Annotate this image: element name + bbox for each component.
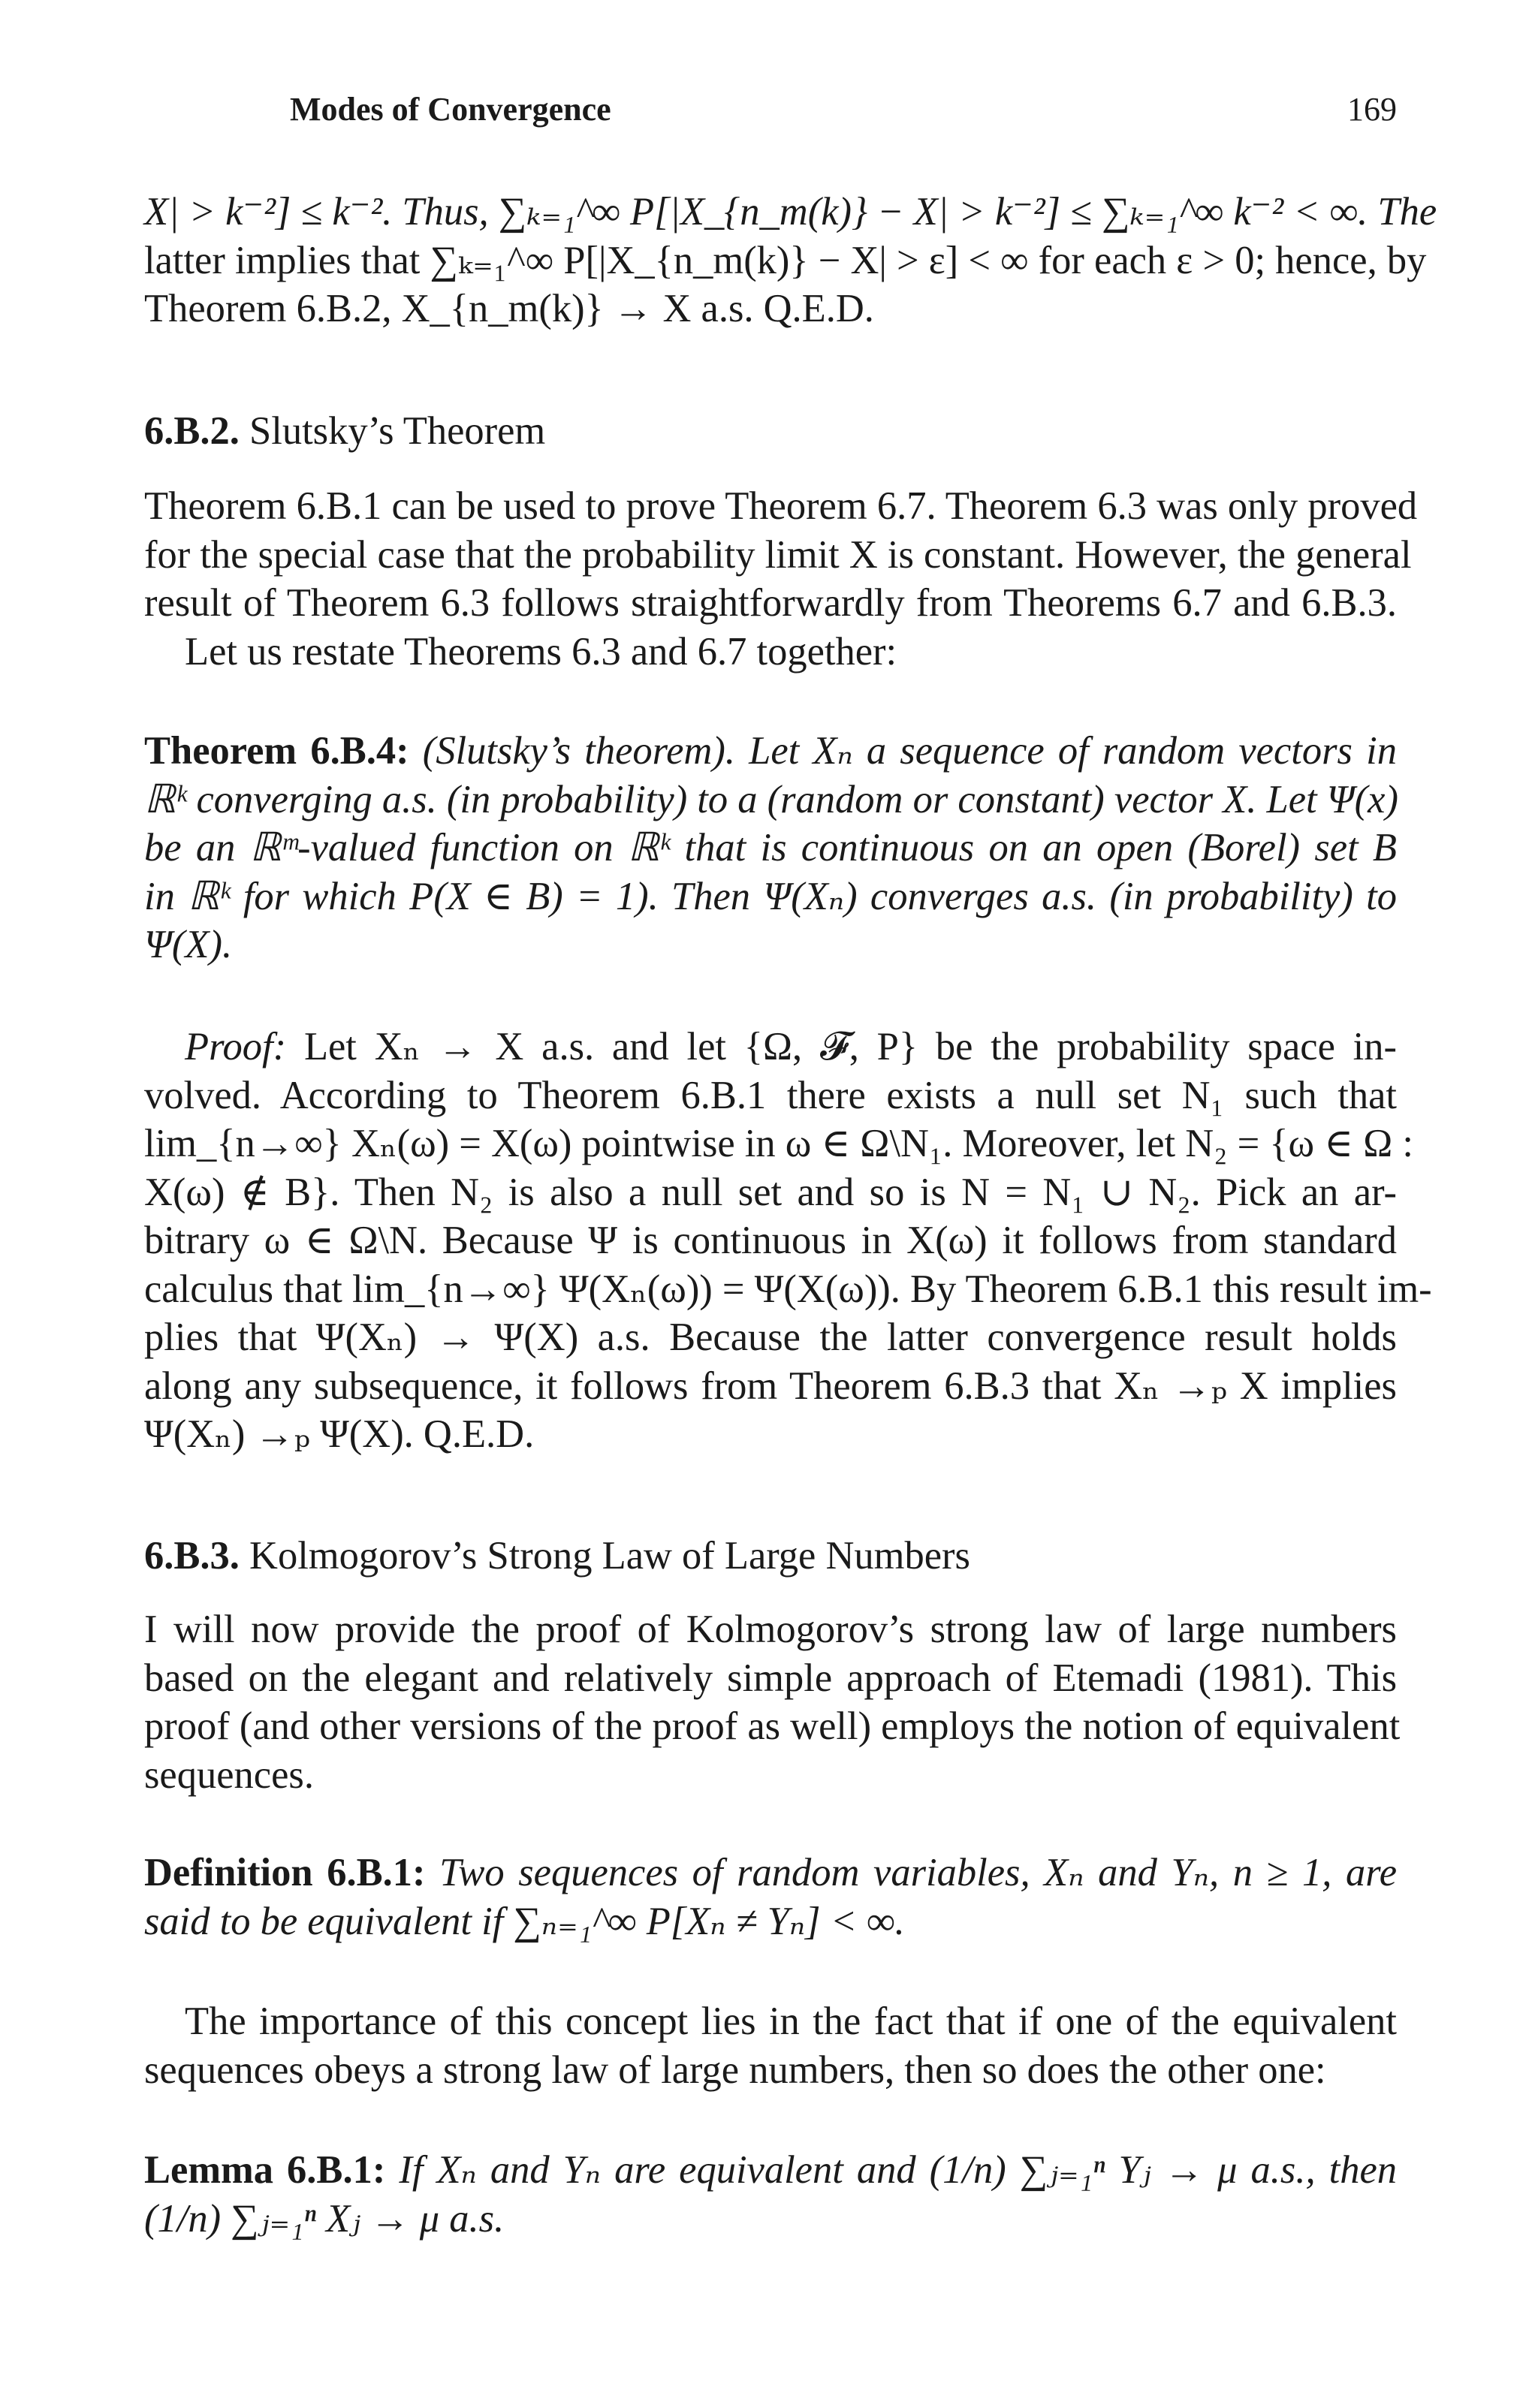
text-line: sequences. xyxy=(144,1753,314,1797)
text-line: (Slutsky’s theorem). Let Xₙ a sequence of random vectors in xyxy=(422,729,1397,773)
text-line: be an ℝᵐ-valued function on ℝᵏ that is continuous on an open (Borel) set B xyxy=(144,826,1397,869)
running-head-title: Modes of Convergence xyxy=(290,91,611,128)
section-title: Kolmogorov’s Strong Law of Large Numbers xyxy=(249,1534,970,1578)
text-line: The importance of this concept lies in the fact that if one of the equivalent xyxy=(185,2000,1397,2043)
text-line: in ℝᵏ for which P(X ∈ B) = 1). Then Ψ(Xₙ) converges a.s. (in probability) to xyxy=(144,874,1397,918)
text-line: Let us restate Theorems 6.3 and 6.7 together: xyxy=(185,629,897,674)
section-number: 6.B.2. xyxy=(144,409,240,453)
theorem-label: Theorem 6.B.4: xyxy=(144,729,409,773)
section-heading-6b2 xyxy=(144,407,1397,456)
text-line: based on the elegant and relatively simple approach of Etemadi (1981). This xyxy=(144,1656,1397,1700)
text-line: Let Xₙ → X a.s. and let {Ω, 𝓕, P} be the probability space in- xyxy=(303,1025,1398,1068)
text-line: ℝᵏ converging a.s. (in probability) to a (random or constant) vector X. Let Ψ(x) xyxy=(144,777,1398,821)
text-line: (1/n) ∑ⱼ₌₁ⁿ Xⱼ → μ a.s. xyxy=(144,2196,505,2241)
paragraph-kolmogorov-intro xyxy=(144,1605,1401,1799)
page-number: 169 xyxy=(1347,91,1397,128)
text-line: X(ω) ∉ B}. Then N₂ is also a null set and so is N = N₁ ∪ N₂. Pick an ar- xyxy=(144,1170,1397,1214)
text-line: latter implies that ∑ₖ₌₁^∞ P[|X_{n_m(k)} − X| > ε] < ∞ for each ε > 0; hence, by xyxy=(144,238,1427,282)
theorem-6b4 xyxy=(144,727,1397,969)
text-line: Theorem 6.B.2, X_{n_m(k)} → X a.s. Q.E.D. xyxy=(144,287,874,330)
section-number: 6.B.3. xyxy=(144,1534,240,1578)
running-head xyxy=(290,84,1397,129)
text-line: I will now provide the proof of Kolmogorov’s strong law of large numbers xyxy=(144,1608,1397,1651)
proof-block xyxy=(144,1023,1432,1459)
section-heading-6b3 xyxy=(144,1532,1397,1581)
text-line: bitrary ω ∈ Ω\N. Because Ψ is continuous in X(ω) it follows from standard xyxy=(144,1219,1397,1262)
text-line: Theorem 6.B.1 can be used to prove Theorem 6.7. Theorem 6.3 was only proved xyxy=(144,484,1418,528)
text-line: X| > k⁻²] ≤ k⁻². Thus, ∑ₖ₌₁^∞ P[|X_{n_m(k)} − X| > k⁻²] ≤ ∑ₖ₌₁^∞ k⁻² < ∞. The xyxy=(144,190,1437,234)
text-line: said to be equivalent if ∑ₙ₌₁^∞ P[Xₙ ≠ Yₙ] < ∞. xyxy=(144,1899,905,1943)
paragraph-slutsky-intro xyxy=(144,482,1418,676)
text-line: Ψ(Xₙ) →ₚ Ψ(X). Q.E.D. xyxy=(144,1412,535,1456)
text-line: result of Theorem 6.3 follows straightforwardly from Theorems 6.7 and 6.B.3. xyxy=(144,581,1397,625)
text-line: Ψ(X). xyxy=(144,923,233,966)
definition-6b1 xyxy=(144,1849,1397,1945)
text-line: Two sequences of random variables, Xₙ and Yₙ, n ≥ 1, are xyxy=(439,1851,1397,1894)
text-line: along any subsequence, it follows from Theorem 6.B.3 that Xₙ →ₚ X implies xyxy=(144,1364,1397,1408)
paragraph-proof-end xyxy=(144,188,1437,333)
text-line: sequences obeys a strong law of large numbers, then so does the other one: xyxy=(144,2048,1326,2092)
lemma-label: Lemma 6.B.1: xyxy=(144,2148,386,2192)
text-line: calculus that lim_{n→∞} Ψ(Xₙ(ω)) = Ψ(X(ω)). By Theorem 6.B.1 this result im- xyxy=(144,1267,1432,1311)
text-line: If Xₙ and Yₙ are equivalent and (1/n) ∑ⱼ₌₁ⁿ Yⱼ → μ a.s., then xyxy=(399,2148,1397,2192)
lemma-6b1 xyxy=(144,2146,1397,2243)
text-line: for the special case that the probability limit X is constant. However, the general xyxy=(144,532,1412,577)
paragraph-equivalence xyxy=(144,1997,1397,2094)
definition-label: Definition 6.B.1: xyxy=(144,1851,426,1894)
text-line: proof (and other versions of the proof as well) employs the notion of equivalent xyxy=(144,1704,1401,1748)
text-line: lim_{n→∞} Xₙ(ω) = X(ω) pointwise in ω ∈ Ω\N₁. Moreover, let N₂ = {ω ∈ Ω : xyxy=(144,1122,1413,1165)
proof-label: Proof: xyxy=(185,1025,287,1068)
text-line: volved. According to Theorem 6.B.1 there exists a null set N₁ such that xyxy=(144,1073,1397,1117)
text-line: plies that Ψ(Xₙ) → Ψ(X) a.s. Because the latter convergence result holds xyxy=(144,1316,1397,1359)
section-title: Slutsky’s Theorem xyxy=(249,409,546,453)
